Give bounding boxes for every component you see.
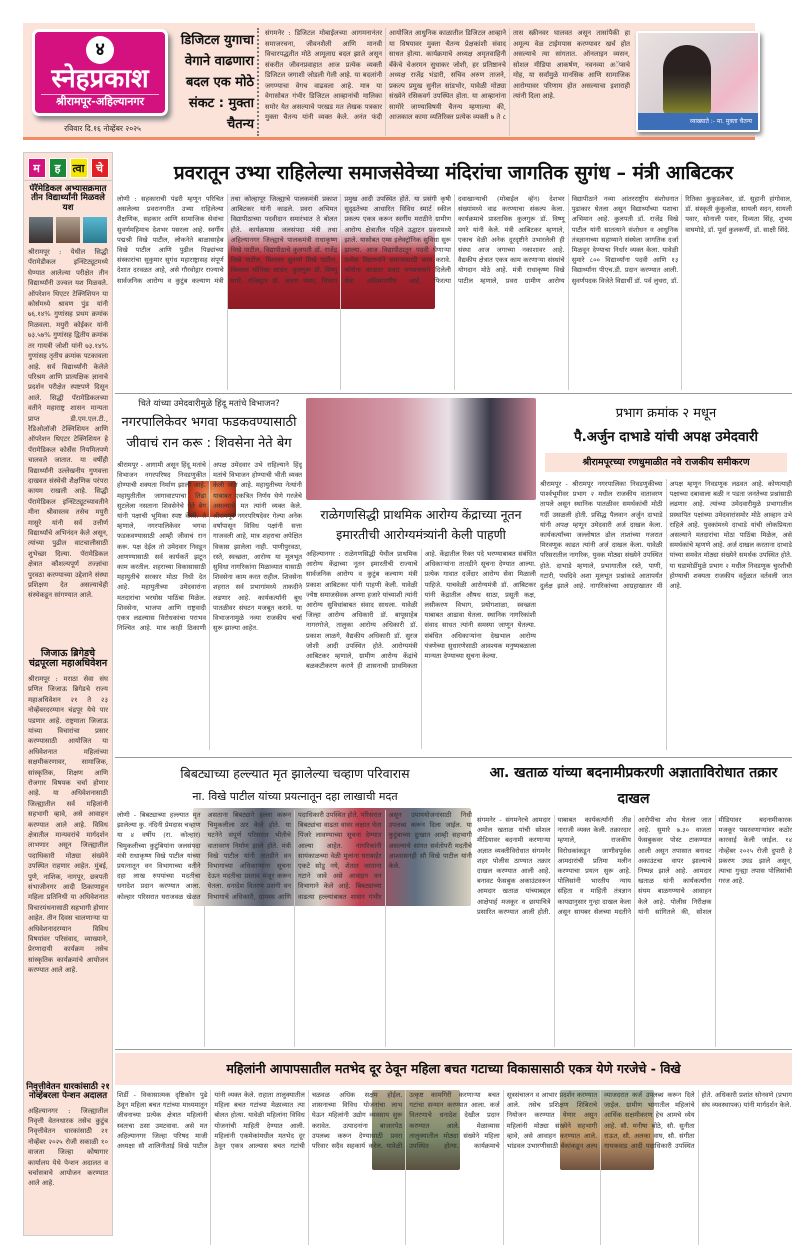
- sidebar-story2-body: श्रीरामपूर : मराठा सेवा संघ प्रणित जिजाऊ ब्रिगेडचे राज्य महाअधिवेशन २१ ते २३ नोव्हेंबरदरम्यान चंद्रपूर येथे पार पडणार आहे. राष्ट्रमाता जिजाऊ यांच्या विचारांचा प्रसार करण्यासाठी आयोजित या अधिवेशनात महिलांच्या सक्षमीकरणावर, सामाजिक, सांस्कृतिक, शिक्षण आणि रोजगार विषयक चर्चा होणार आहे. या अधिवेशनासाठी जिल्ह्यातील सर्व महिलांनी सहभागी व्हावे, असे आवाहन करण्यात आले आहे. विविध क्षेत्रातील मान्यवरांचे मार्गदर्शन लाभणार असून जिल्ह्यातील पदाधिकारी मोठ्या संख्येने उपस्थित राहणार आहेत. मुंबई, पुणे, नाशिक, नागपूर, छत्रपती संभाजीनगर आदी ठिकाणाहून महिला प्रतिनिधी या अधिवेशनात विचारमंथनासाठी सहभागी होणार आहेत. तीन दिवस चालणाऱ्या या अधिवेशनादरम्यान विविध विषयांवर परिसंवाद, व्याख्याने, प्रेरणादायी कार्यक्रम तसेच सांस्कृतिक कार्यक्रमांचे आयोजन करण्यात आले आहे.: [28, 674, 108, 975]
- dabhade-headline: पै.अर्जुन दाभाडे यांची अपक्ष उमेदवारी: [573, 429, 758, 445]
- newspaper-place: श्रीरामपूर-अहिल्यानगर: [41, 94, 159, 109]
- lead-headline: प्रवरातून उभ्या राहिलेल्या समाजसेवेच्या मंदिरांचा जागतिक सुगंध – मंत्री आबिटकर: [173, 162, 734, 184]
- student-photo: [29, 217, 53, 243]
- sidebar-important-news: [23, 152, 113, 1236]
- ralegan-headline: राळेगणसिद्धी प्राथमिक आरोग्य केंद्राच्या नूतन इमारतीची आरोग्यमंत्र्यांनी केली पाहणी: [320, 507, 522, 542]
- speaker-photo: [636, 31, 760, 132]
- tag-tva: त्वा: [70, 158, 88, 178]
- lead-body: लोणी : सहकाराची पंढरी म्हणून परिचित असलेल्या प्रवरानगरीत उभ्या राहिलेल्या शैक्षणिक, सहकार आणि सामाजिक सेवांचा सुवर्णमहिमाच देशभर पसरला आहे. स्वर्गीय पद्मश्री विखे पाटील, लोकनेते बाळासाहेब विखे पाटील आणि पुढील पिढ्यांच्या संस्कारांचा सुकुमार सुगंध महाराष्ट्रासह संपूर्ण देशात दरवळत आहे, असे गौरवोद्गार राज्याचे सार्वजनिक आरोग्य व कुटुंब कल्याण मंत्री तथा कोल्हापूर जिल्ह्याचे पालकमंत्री प्रकाश आबिटकर यांनी काढले. प्रवरा अभिमत विद्यापीठाच्या पदवीदान समारंभात ते बोलत होते. कार्यक्रमास जलसंपदा मंत्री तथा अहिल्यानगर जिल्ह्याचे पालकमंत्री राधाकृष्ण विखे पाटील, विद्यापीठाचे कुलपती डॉ. राजेंद्र विखे पाटील, विश्वस्त सुवर्णा विखे पाटील, विश्वस्त मोनिका सावंत, कुलगुरू डॉ. विष्णू मगरे, रजिस्ट्रार डॉ. अरुण पवार, विभाग प्रमुख आदी उपस्थित होते. या प्रसंगी कृषी सुदृढतेच्या आधारित विविध स्मार्ट स्कील प्रकल्प एकत्र करून स्वर्गीय मराठीने ग्रामीण आरोग्य क्षेत्रातील पहिले उद्घाटन प्रवरामध्ये झाले. यासोबत एम्स इलेक्ट्रॉनिक सुविधा सुरू झाल्या. आज विद्यापीठातून पदवी घेणाऱ्या प्रत्येक विद्यार्थ्याने समाजासाठी काम करावे. कोरोना काळात प्रवरा रुग्णालयाने दिलेली सेवा अविस्मरणीय आहे. फिरत्या दवाखान्याची (मोबाईल व्हॅन) देशभर संख्यांमध्ये वाढ करण्याचा संकल्प केला. कार्यक्रमाचे प्रास्ताविक कुलगुरू डॉ. विष्णू मगरे यांनी केले. मंत्री आबिटकर म्हणाले, एकाच वेळी अनेक दूरदृष्टीने उभारलेली ही संस्था आज जगाच्या नकाशावर आहे. वैद्यकीय क्षेत्रात एकत्र काम करणाऱ्या संस्थांचे योगदान मोठे आहे. मंत्री राधाकृष्ण विखे पाटील म्हणाले, प्रवरा ग्रामीण आरोग्य विद्यापीठाने नव्या आंतरराष्ट्रीय संशोधनात पुढाकार घेतला असून विद्यार्थ्यांच्या यशाचा अभिमान आहे. कुलपती डॉ. राजेंद्र विखे पाटील यांनी सातत्याने संशोधन व आधुनिक तंत्रज्ञानाच्या सहाय्याने संस्थेला जागतिक दर्जा मिळवून देण्याचा निर्धार व्यक्त केला. यावेळी सुमारे ८०० विद्यार्थ्यांना पदवी आणि १३ विद्यार्थ्यांना पीएच.डी. प्रदान करण्यात आली. सुवर्णपदक विजेते विद्यार्थी डॉ. पर्व लुथरा, डॉ. रितिका कुकुडलेकर, डॉ. सुहानी हांगोवाल, डॉ. संस्कृती कुंकुलोळ, सायली सदन, सायली पवार, सोनाली पवार, दिव्यता सिंह, शुभम वाघमोडे, डॉ. पूर्वा कुलकर्णी, डॉ. साक्षी सिंदे.: [117, 195, 792, 285]
- bachat-body: शिर्डी - विकासात्मक दृष्टिकोन पुढे ठेवून महिला बचत गटांच्या माध्यमातून जीवनाच्या प्रत्येक क्षेत्रात महिलांनी स्वतःचा ठसा उमटवावा. असे मत अहिल्यानगर जिल्हा परिषद माजी अध्यक्षा सौ शालिनीताई विखे पाटील यांनी व्यक्त केले. राहाता तालुक्यातील महिला बचत गटांच्या मेळाव्यात त्या बोलत होत्या. यावेळी महिलांना विविध योजनांची माहिती देण्यात आली. महिलांनी एकमेकांमधील मतभेद दूर ठेवून एकत्र आल्यास बचत गटांची चळवळ अधिक सक्षम होईल. शासनाच्या विविध योजनांचा लाभ घेऊन महिलांनी उद्योग व्यवसाय सुरू करावेत. उत्पादनांना बाजारपेठ उपलब्ध करून देण्यासाठी प्रवरा परिवार सदैव सहकार्य करेल. यावेळी उत्कृष्ट कामगिरी करणाऱ्या बचत गटांचा सन्मान करण्यात आला. कर्ज वितरणाचे धनादेश देखील प्रदान करण्यात आले. मेळाव्यास तालुक्यातील मोठ्या संख्येने महिला उपस्थित होत्या. कार्यक्रमाचे सूत्रसंचालन व आभार प्रदर्शन करण्यात आले. तसेच प्रशिक्षण शिबिराचे नियोजन करण्यात येणार असून महिलांनी मोठ्या संख्येने सहभागी व्हावे, असे आवाहन करण्यात आले. भांडवल उभारणीसाठी बँकांकडून अल्प व्याजदरात कर्ज उपलब्ध करून दिले जाईल. ग्रामीण भागातील महिलांचे आर्थिक सक्षमीकरण हेच आमचे ध्येय आहे. सौ. मनीषा बोठे, सौ. सुनीता राऊत, सौ. अलका वाघ, सौ. संगीता गायकवाड आदी पदाधिकारी उपस्थित होते. अधिकारी प्रशांत सोनवणे (प्रभाग संघ व्यवस्थापक) यांनी मार्गदर्शन केले.: [117, 1091, 792, 1151]
- divider: [257, 28, 259, 136]
- sidebar-story2-headline: जिजाऊ ब्रिगेडचे चंद्रपूरला महाअधिवेशन: [28, 648, 108, 670]
- shivsena-kicker: चिते यांच्या उमेदवारीमुळे हिंदू मतांचे विभाजन?: [138, 399, 280, 409]
- khatal-body: संगमनेर - संगमनेरचे आमदार अमोल खताळ यांची सोशल मीडियावर बदनामी करणाऱ्या अज्ञात व्यक्तीविरोधात संगमनेर शहर पोलीस ठाण्यात तक्रार दाखल करण्यात आली आहे. बनावट फेसबुक अकाउंटवरून आमदार खताळ यांच्याबद्दल आक्षेपार्ह मजकूर व छायाचित्रे प्रसारित करण्यात आली होती. याबाबत कार्यकर्त्यांनी तीव्र नाराजी व्यक्त केली. तक्रारदार म्हणाले, राजकीय विरोधकांकडून जाणीवपूर्वक आमदारांची प्रतिमा मलीन करण्याचा प्रयत्न सुरू आहे. पोलिसांनी भारतीय न्याय संहिता व माहिती तंत्रज्ञान कायद्यानुसार गुन्हा दाखल केला असून सायबर सेलच्या मदतीने आरोपीचा शोध घेतला जात आहे. सुमारे ७.३० वाजता फेसबुकवर पोस्ट टाकण्यात आली असून तपासात बनावट अकाउंटचा वापर झाल्याचे निष्पन्न झाले आहे. आमदार खताळ यांनी कार्यकर्त्यांना संयम बाळगण्याचे आवाहन केले आहे. पोलीस निरीक्षक यांनी सांगितले की, सोशल मीडियावर बदनामीकारक मजकूर पसरवणाऱ्यांवर कठोर कारवाई केली जाईल. १४ नोव्हेंबर २०२५ रोजी दुपारी हे प्रकरण उघड झाले असून, त्याचा गुन्ह्या तपास पोलिसांची गरज आहे.: [477, 816, 792, 916]
- sidebar-story1-headline: पॅरॅमेडिकल अभ्यासक्रमात तीन विद्यार्थ्यांनी मिळवले यश: [29, 184, 107, 213]
- divider: [115, 393, 792, 394]
- newspaper-name: स्नेहप्रकाश: [51, 64, 149, 94]
- divider: [115, 1049, 792, 1050]
- bachat-headline: महिलांनी आपापसातील मतभेद दूर ठेवून महिला बचत गटाच्या विकासासाठी एकत्र येणे गरजेचे - विखे: [115, 1053, 792, 1085]
- student-photo: [83, 217, 107, 243]
- student-photos: [24, 217, 112, 243]
- top-feature-body: संगमनेर : डिजिटल मोबाईलच्या आगमनानंतर समाजरचना, जीवनशैली आणि मानवी विचारपद्धतीत मोठे आमूलाग्र बदल झाले असून संकरीत जीवनप्रवाहात आज प्रत्येक व्यक्ती डिजिटल जगाशी जोडली गेली आहे. या बदलांनी जगण्याचा वेगच वाढवला आहे. मात्र या वेगासोबत गंभीर डिजिटल आव्हानांची मालिका समोर येत असल्याचे परखड मत लेखक पत्रकार मुक्ता चैतन्य यांनी व्यक्त केले. अनंत फंदी आयोजित आधुनिक काळातील डिजिटल आव्हाने या विषयावर मुक्ता चैतन्य प्रेक्षकांशी संवाद साधत होत्या. कार्यक्रमाचे अध्यक्ष अमृतवाहिनी बँकेचे चेअरमन सुधाकर जोशी, हर प्रतिष्ठानचे अध्यक्ष राजेंद्र भंडारी, सचिव अरुण ताजने, प्रकल्प प्रमुख सुनील सांडभोर, यावेळी मोठ्या संख्येने रसिकवर्ग उपस्थित होता. या आव्हानांना सामोरे जाण्याविषयी चैतन्य म्हणाल्या की, आजकाल कामा व्यतिरिक्त प्रत्येक व्यक्ती ७ ते ८ तास स्क्रीनवर घालवत असून तासांपैकी हा अमूल्य वेळ टाईमपास करण्यावर खर्च होत असल्याचे त्या सांगतात. ऑनलाइन व्यसन, सोशल मीडिया आकर्षण, नवनव्या अॅप्सचे मोह, या सर्वांमुळे मानसिक आणि सामाजिक आरोग्यावर परिणाम होत असल्याचा इशाराही त्यांनी दिला आहे.: [265, 29, 630, 121]
- bibatya-headline: बिबट्याच्या हल्ल्यात मृत झालेल्या चव्हाण परिवारास: [180, 766, 410, 781]
- ralegan-body: अहिल्यानगर : राळेगणसिद्धी येथील प्राथमिक आरोग्य केंद्राच्या नूतन इमारतीची राज्याचे सार्वजनिक आरोग्य व कुटुंब कल्याण मंत्री प्रकाश आबिटकर यांनी पाहणी केली. यावेळी ज्येष्ठ समाजसेवक अण्णा हजारे यांच्याशी त्यांनी आरोग्य सुविधांबाबत संवाद साधला. यावेळी जिल्हा आरोग्य अधिकारी डॉ. बापूसाहेब नागरगोजे, तालुका आरोग्य अधिकारी डॉ. प्रकाश लाळगे, वैद्यकीय अधिकारी डॉ. सुरज जोशी आदी उपस्थित होते. आरोग्यमंत्री आबिटकर म्हणाले, ग्रामीण आरोग्य केंद्रांचे बळकटीकरण करणे ही शासनाची प्राथमिकता आहे. केंद्रातील रिक्त पदे भरण्याबाबत संबंधित अधिकाऱ्यांना तातडीने सूचना देण्यात आल्या. प्रत्येक गावात दर्जेदार आरोग्य सेवा मिळाली पाहिजे. याचवेळी आरोग्यमंत्री डॉ. आबिटकर यांनी केंद्रातील औषध साठा, प्रसूती कक्ष, लसीकरण विभाग, प्रयोगशाळा, स्वच्छता याबाबत आढावा घेतला. स्थानिक नागरिकांशी संवाद साधत त्यांनी समस्या जाणून घेतल्या. संबंधित अधिकाऱ्यांना देखभाल आरोग्य यंत्रणेच्या सुधारणेसाठी आवश्यक मनुष्यबळाला मान्यता देण्याच्या सूचना केल्या.: [306, 550, 536, 671]
- shivsena-body: श्रीरामपूर - आगामी असून हिंदू मतांचे विभाजन नगरपरिषद निवडणुकीत होण्याची शक्यता निर्माण झाली आहे. महायुतीतील जागावाटपाचा तिढा सुटलेला नसताना शिवसेनेचे नेते बेग यांनी पक्षाची भूमिका स्पष्ट केली. ते म्हणाले, नगरपालिकेवर भगवा फडकवण्यासाठी आम्ही जीवाचं रान करू. पक्ष देईल तो उमेदवार निवडून आणण्यासाठी सर्व कार्यकर्ते झटून काम करतील. शहराच्या विकासासाठी महायुतीचे सरकार मोठा निधी देत आहे. महायुतीच्या उमेदवारांना मतदारांचा भरघोस पाठिंबा मिळेल. शिवसेना, भाजपा आणि राष्ट्रवादी एकत्र लढल्यास विरोधकांचा पराभव निश्चित आहे. मात्र काही ठिकाणी अपक्ष उमेदवार उभे राहिल्याने हिंदू मतांचे विभाजन होण्याची भीती व्यक्त केली जात आहे. महायुतीच्या नेत्यांनी याबाबत एकत्रित निर्णय घेणे गरजेचे असल्याचे मत त्यांनी व्यक्त केले. श्रीरामपूर नगरपरिषदेवर गेल्या अनेक वर्षांपासून विविध पक्षांनी सत्ता गाजवली आहे, मात्र शहराचा अपेक्षित विकास झालेला नाही. पाणीपुरवठा, रस्ते, स्वच्छता, आरोग्य या मूलभूत सुविधा नागरिकांना मिळाव्यात यासाठी शिवसेना काम करत राहील. शिवसेना शहरात सर्व प्रभागांमध्ये ताकदीने लढणार आहे. कार्यकर्त्यांनी बूथ पातळीवर संघटन मजबूत करावे. या विभाजनामुळे नव्या राजकीय चर्चा सुरू झाल्या आहेत.: [117, 461, 302, 633]
- tag-che: चे: [91, 158, 109, 178]
- bibatya-subheadline: ना. विखे पाटील यांच्या प्रयत्नातून दहा लाखाची मदत: [192, 790, 398, 803]
- student-photo: [56, 217, 80, 243]
- khatal-headline: आ. खताळ यांच्या बदनामीप्रकरणी अज्ञाताविरोधात तक्रार दाखल: [489, 765, 778, 807]
- top-feature-headline: डिजिटल युगाचा वेगाने वाढणारा बदल एक मोठे संकट : मुक्ता चैतन्य: [180, 33, 254, 132]
- tag-ma: म: [28, 158, 46, 178]
- dabhade-body: श्रीरामपूर - श्रीरामपूर नगरपालिका निवडणुकीच्या पार्श्वभूमीवर प्रभाग २ मधील राजकीय वातावरण तापले असून स्थानिक पातळीवर समर्थकांची मोठी गर्दी उसळली होती. प्रसिद्ध पैलवान अर्जुन दाभाडे यांनी अपक्ष म्हणून उमेदवारी अर्ज दाखल केला. कार्यकर्त्यांच्या जल्लोषात ढोल ताशांच्या गजरात मिरवणूक काढत त्यांनी अर्ज दाखल केला. यावेळी परिसरातील नागरिक, युवक मोठ्या संख्येने उपस्थित होते. दाभाडे म्हणाले, प्रभागातील रस्ते, पाणी, गटारी, पथदिवे अशा मूलभूत प्रश्नांकडे आतापर्यंत दुर्लक्ष झाले आहे. नागरिकांच्या आग्रहाखातर मी अपक्ष म्हणून निवडणूक लढवत आहे. कोणत्याही पक्षाच्या दबावाला बळी न पडता जनतेच्या प्रश्नांसाठी लढणार आहे. त्यांच्या उमेदवारीमुळे प्रभागातील प्रस्थापित पक्षांच्या उमेदवारांसमोर मोठे आव्हान उभे राहिले आहे. युवकांमध्ये दाभाडे यांची लोकप्रियता असल्याने मतदारांचा मोठा पाठिंबा मिळेल, असे समर्थकांचे म्हणणे आहे. अर्ज दाखल करताना दाभाडे यांच्या समवेत मोठ्या संख्येने समर्थक उपस्थित होते. या घडामोडींमुळे प्रभाग २ मधील निवडणूक चुरशीची होण्याची शक्यता राजकीय वर्तुळात वर्तवली जात आहे.: [540, 480, 792, 591]
- health-minister-visit-photo: [306, 398, 536, 500]
- divider: [115, 757, 792, 758]
- sidebar-story1-body: श्रीरामपूर : येथील सिद्धी पॅरामेडीकल इन्स्टिट्यूटमध्ये घेण्यात आलेल्या परीक्षेत तीन विद्यार्थ्यांनी उज्वल यश मिळवले. ऑपरेशन थिएटर टेक्निशियन या कोर्समध्ये श्रावण पुंड यांनी ७६.१४% गुणांसह प्रथम क्रमांक मिळवला. मयुरी कोईकर यांनी ७३.५७% गुणांसह द्वितीय क्रमांक तर गायत्री जोशी यांनी ७३.१४% गुणांसह तृतीय क्रमांक पटकावला आहे. सर्व विद्यार्थ्यांनी केलेले परिश्रम आणि प्रात्यक्षिक ज्ञानाचे प्रदर्शन परीक्षेत स्पष्टपणे दिसून आले. सिद्धी पॅरामेडिकलच्या वतीने महाराष्ट्र शासन मान्यता प्राप्त डी.एम.एल.टी., रेडिओलॉजी टेक्निशियन आणि ऑपरेशन थिएटर टेक्निशियन हे पॅरामेडिकल कोर्सेस नियमितपणे चालवले जातात. या वर्षीही विद्यार्थ्यांनी उल्लेखनीय गुणवत्ता दाखवत संस्थेची शैक्षणिक परंपरा कायम राखली आहे. सिद्धी पॅरामेडिकल इन्स्टिट्यूटच्यावतीने मीना श्रीवास्तव तसेच मयुरी मासुरे यांनी सर्व उत्तीर्ण विद्यार्थ्यांचे अभिनंदन केले असून, त्यांच्या पुढील वाटचालीसाठी शुभेच्छा दिल्या. पॅरामेडिकल क्षेत्रात कौशल्यपूर्ण तज्ज्ञांचा पुरवठा करण्याच्या उद्देशाने संस्था प्रशिक्षण देत असल्याचेही संस्थेकडून सांगण्यात आले.: [28, 248, 108, 600]
- sidebar-story3-body: अहिल्यानगर : जिल्ह्यातील निवृत्ती वेतनधारक तसेच कुटुंब निवृत्तीवेतन धारकांसाठी २१ नोव्हेंबर २०२५ रोजी सकाळी १० वाजता जिल्हा कोषागार कार्यालय येथे पेन्शन अदालत व चर्चासत्राचे आयोजन करण्यात आले आहे.: [28, 1106, 108, 1188]
- issue-date: रविवार दि.१६ नोव्हेंबर २०२५: [64, 124, 141, 133]
- bibatya-body: लोणी - बिबट्याच्या हल्ल्यात मृत झालेल्या कु. नंदिनी प्रेमदास चव्हाण या ४ वर्षीय (रा. कोल्हार) चिमुकलीच्या कुटुंबियांना जलसंपदा मंत्री राधाकृष्ण विखे पाटील यांच्या प्रयत्नातून वन विभागाच्या वतीने दहा लाख रुपयांच्या मदतीचा धनादेश प्रदान करण्यात आला. कोल्हार परिसरात घराजवळ खेळत असताना बिबट्याने हल्ला करून चिमुकलीला ठार केले होते. या घटनेने संपूर्ण परिसरात भीतीचे वातावरण निर्माण झाले होते. मंत्री विखे पाटील यांनी तातडीने वन विभागाच्या अधिकाऱ्यांना सूचना देऊन मदतीचा प्रस्ताव मंजूर करून घेतला. धनादेश वितरण प्रसंगी वन विभागाचे अधिकारी, ग्रामस्थ आणि पदाधिकारी उपस्थित होते. परिसरात बिबट्यांचा वाढता वावर लक्षात घेता पिंजरे लावण्याच्या सूचना देण्यात आल्या आहेत. नागरिकांनी सायंकाळच्या वेळी मुलांना घराबाहेर एकटे सोडू नये, शेतात जाताना गटाने जावे असे आवाहन वन विभागाने केले आहे. बिबट्याच्या वाढत्या हल्ल्यांबाबत शासन गंभीर असून उपाययोजनांसाठी निधी उपलब्ध करून दिला जाईल. या कुटुंबाच्या दुःखात आम्ही सहभागी असल्याचे सांगत सर्वतोपरी मदतीचे आश्वासनही सौ विखे पाटील यांनी केले.: [117, 811, 472, 901]
- dabhade-kicker: प्रभाग क्रमांक २ मधून: [615, 406, 717, 421]
- dabhade-subheadline: श्रीरामपूरच्या रणधुमाळीत नवे राजकीय समीकरण: [545, 453, 787, 472]
- tag-ha: ह: [49, 158, 67, 178]
- sidebar-story3-headline: निवृत्तीवेतन धारकांसाठी २१ नोव्हेंबरला पेन्शन अदालत: [26, 1081, 110, 1102]
- shivsena-headline: नगरपालिकेवर भगवा फडकवण्यासाठी जीवाचं रान करू : शिवसेना नेते बेग: [121, 415, 297, 451]
- masthead-logo: [32, 29, 168, 116]
- photo-caption: व्याख्याते :- मा. मुक्ता चैतन्य: [638, 113, 758, 130]
- page-number: ४: [86, 36, 114, 64]
- important-tags: [24, 153, 112, 181]
